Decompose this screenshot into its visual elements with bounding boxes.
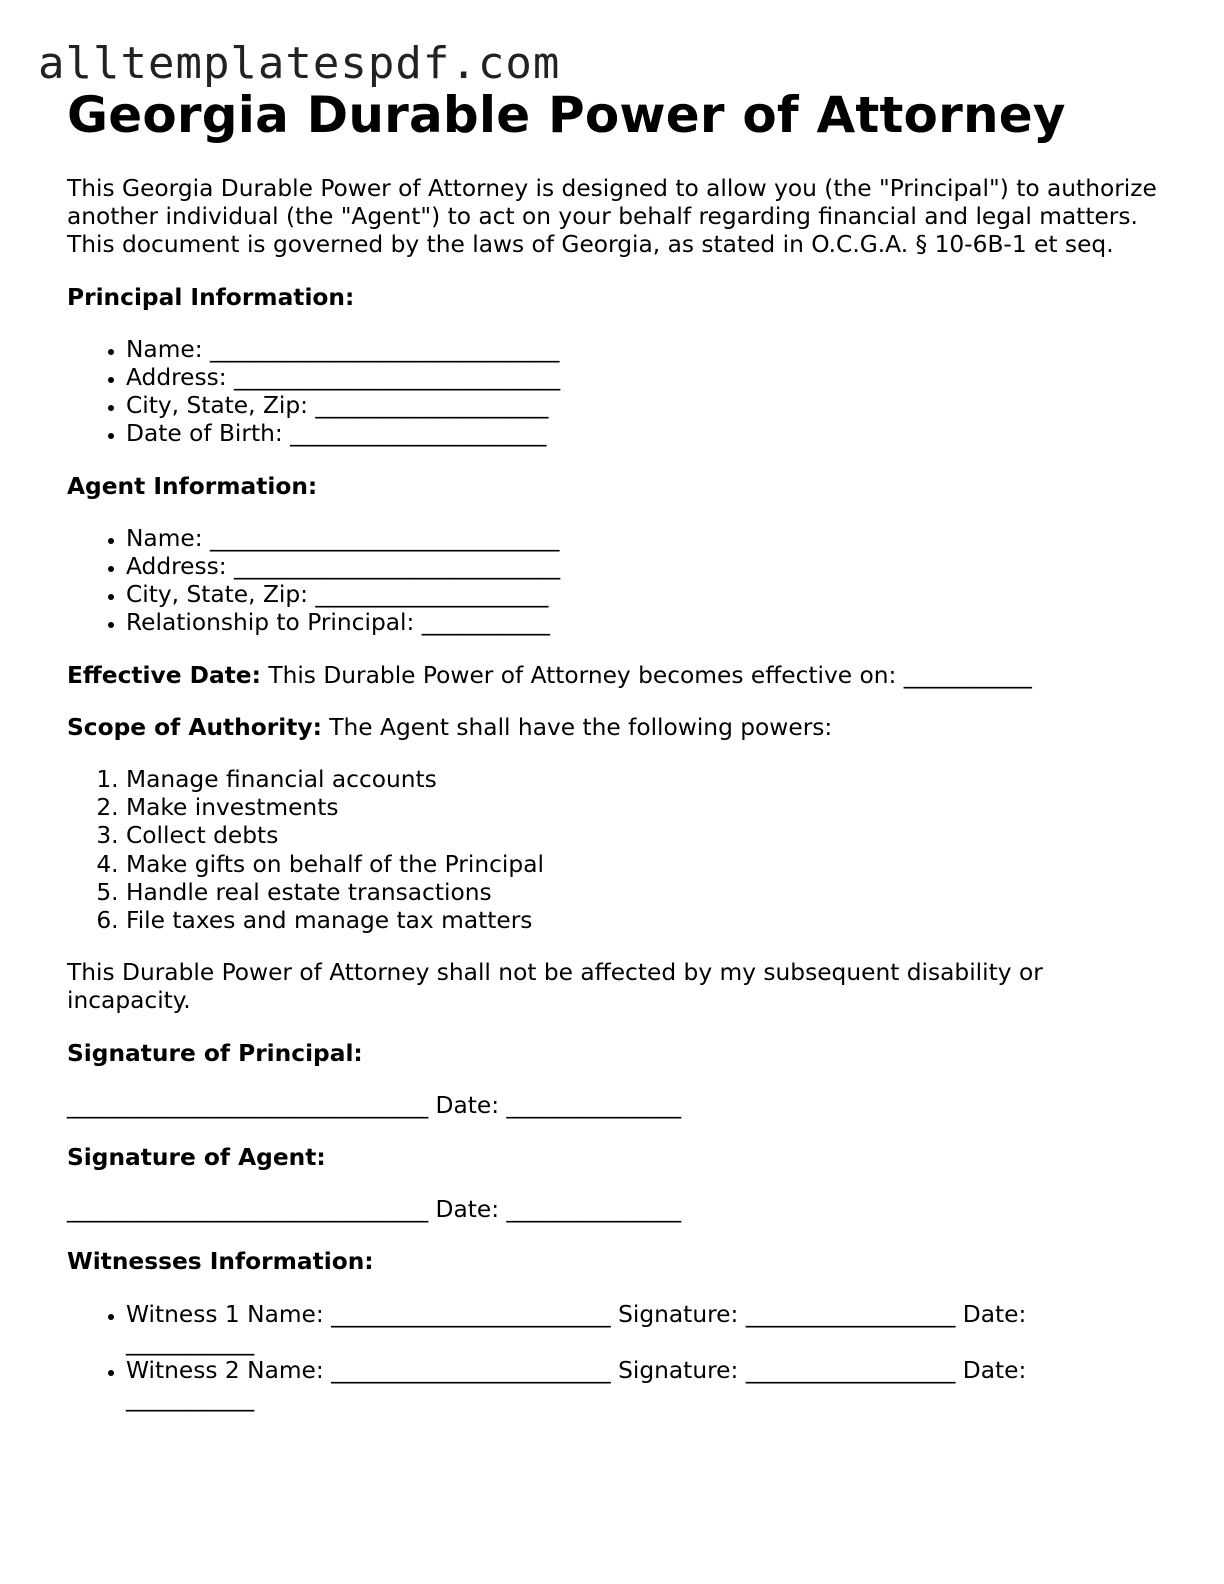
principal-signature-line: _______________________________ Date: _______________ [67, 1091, 682, 1119]
effective-date-text: This Durable Power of Attorney becomes effective on: ___________ [260, 661, 1032, 689]
witnesses-list [67, 1301, 1157, 1414]
principal-city-field: • City, State, Zip: ____________________ [126, 392, 1157, 420]
power-item: 3. Collect debts [126, 822, 1157, 850]
witness-1-line: • Witness 1 Name: ________________________ Signature: __________________ Date: ___________ [126, 1301, 1157, 1357]
agent-fields [67, 525, 1157, 638]
agent-relationship-field: • Relationship to Principal: ___________ [126, 609, 1157, 637]
agent-heading: Agent Information: [67, 472, 318, 500]
agent-city-field: • City, State, Zip: ____________________ [126, 581, 1157, 609]
effective-date [67, 662, 1157, 690]
principal-fields [67, 336, 1157, 449]
watermark: alltemplatespdf.com [38, 38, 561, 89]
agent-name-field: • Name: ______________________________ [126, 525, 1157, 553]
scope-label: Scope of Authority: [67, 713, 322, 741]
effective-date-label: Effective Date: [67, 661, 261, 689]
principal-name-field: • Name: ______________________________ [126, 336, 1157, 364]
agent-signature-heading: Signature of Agent: [67, 1144, 326, 1172]
agent-signature-line: _______________________________ Date: _______________ [67, 1196, 682, 1224]
scope-of-authority [67, 714, 1157, 742]
document-title: Georgia Durable Power of Attorney [67, 86, 1066, 144]
power-item: 5. Handle real estate transactions [126, 879, 1157, 907]
principal-signature-heading: Signature of Principal: [67, 1039, 363, 1067]
powers-list [67, 766, 1157, 935]
witness-2-line: • Witness 2 Name: ________________________ Signature: __________________ Date: ___________ [126, 1357, 1157, 1413]
principal-heading: Principal Information: [67, 283, 355, 311]
intro-paragraph: This Georgia Durable Power of Attorney is designed to allow you (the "Principal") to authorize another individual (the "Agent") to act on your behalf regarding financial and legal matters. This document is governed by the laws of Georgia, as stated in O.C.G.A. § 10-6B-1 et seq. [67, 175, 1157, 259]
scope-text: The Agent shall have the following powers: [321, 713, 833, 741]
durability-paragraph: This Durable Power of Attorney shall not be affected by my subsequent disability or incapacity. [67, 959, 1043, 1015]
power-item: 4. Make gifts on behalf of the Principal [126, 851, 1157, 879]
power-item: 1. Manage financial accounts [126, 766, 1157, 794]
agent-address-field: • Address: ____________________________ [126, 553, 1157, 581]
witnesses-heading: Witnesses Information: [67, 1248, 374, 1276]
power-item: 6. File taxes and manage tax matters [126, 907, 1157, 935]
document-page [67, 84, 1157, 1414]
power-item: 2. Make investments [126, 794, 1157, 822]
principal-dob-field: • Date of Birth: ______________________ [126, 420, 1157, 448]
principal-address-field: • Address: ____________________________ [126, 364, 1157, 392]
